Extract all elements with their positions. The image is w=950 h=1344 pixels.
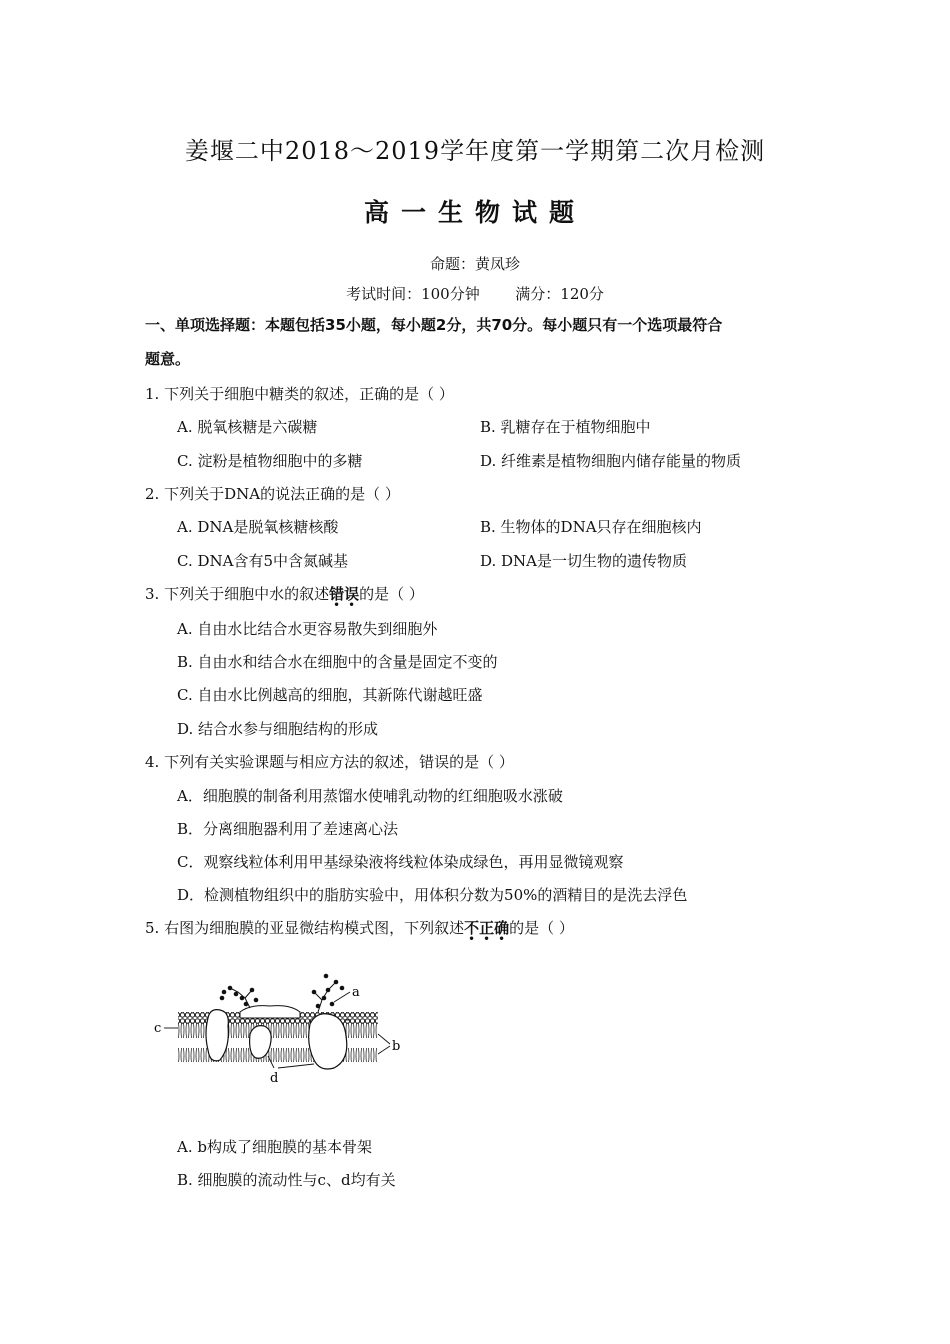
- section-heading: 一、单项选择题：本题包括35小题，每小题2分，共70分。每小题只有一个选项最符合: [145, 316, 723, 334]
- question-2-option-c: C. DNA含有5中含氮碱基: [177, 552, 349, 570]
- exam-subtitle: 高一生物试题: [363, 198, 586, 227]
- full-score: 满分：120分: [515, 285, 604, 303]
- emphasis-word: 误 •: [344, 585, 360, 611]
- exam-info: [0, 284, 950, 304]
- question-3-stem: 3. 下列关于细胞中水的叙述错 • 误 • 的是（ ）: [145, 585, 424, 611]
- question-3-option-c: C. 自由水比例越高的细胞，其新陈代谢越旺盛: [177, 686, 483, 704]
- question-2-option-b: B. 生物体的DNA只存在细胞核内: [480, 518, 702, 536]
- figure-label-d: d: [270, 1071, 279, 1086]
- question-4-option-b: B．分离细胞器利用了差速离心法: [177, 820, 399, 838]
- emphasis-word: 不 •: [464, 919, 480, 945]
- question-1-option-b: B. 乳糖存在于植物细胞中: [480, 418, 651, 436]
- question-1-stem: 1. 下列关于细胞中糖类的叙述，正确的是（ ）: [145, 385, 454, 403]
- question-3-option-b: B. 自由水和结合水在细胞中的含量是固定不变的: [177, 653, 498, 671]
- author-line: 命题：黄凤珍: [429, 255, 520, 273]
- exam-time: 考试时间：100分钟: [346, 285, 480, 303]
- figure-label-b: b: [392, 1039, 401, 1054]
- question-4-option-a: A．细胞膜的制备利用蒸馏水使哺乳动物的红细胞吸水涨破: [177, 787, 563, 805]
- question-2-stem: 2. 下列关于DNA的说法正确的是（ ）: [145, 485, 400, 503]
- emphasis-word: 正 •: [479, 919, 495, 945]
- question-4-option-d: D．检测植物组织中的脂肪实验中，用体积分数为50%的酒精目的是洗去浮色: [177, 886, 688, 904]
- question-4-stem: 4. 下列有关实验课题与相应方法的叙述，错误的是（ ）: [145, 753, 514, 771]
- question-1-option-c: C. 淀粉是植物细胞中的多糖: [177, 452, 363, 470]
- question-2-option-d: D. DNA是一切生物的遗传物质: [480, 552, 688, 570]
- figure-label-c: c: [154, 1021, 162, 1036]
- cell-membrane-diagram: [150, 968, 410, 1098]
- question-2-option-a: A. DNA是脱氧核糖核酸: [177, 518, 339, 536]
- exam-title: 姜堰二中2018～2019学年度第一学期第二次月检测: [184, 137, 766, 165]
- question-4-option-c: C．观察线粒体利用甲基绿染液将线粒体染成绿色，再用显微镜观察: [177, 853, 624, 871]
- question-1-option-d: D. 纤维素是植物细胞内储存能量的物质: [480, 452, 742, 470]
- question-3-option-a: A. 自由水比结合水更容易散失到细胞外: [177, 620, 438, 638]
- question-5-stem: 5. 右图为细胞膜的亚显微结构模式图，下列叙述不 • 正 • 确 • 的是（ ）: [145, 919, 574, 945]
- question-5-option-a: A. b构成了细胞膜的基本骨架: [177, 1138, 372, 1156]
- section-heading-cont: 题意。: [145, 350, 191, 368]
- question-5-option-b: B. 细胞膜的流动性与c、d均有关: [177, 1171, 396, 1189]
- emphasis-word: 错 •: [329, 585, 345, 611]
- question-3-option-d: D. 结合水参与细胞结构的形成: [177, 720, 379, 738]
- figure-label-a: a: [352, 985, 360, 1000]
- question-1-option-a: A. 脱氧核糖是六碳糖: [177, 418, 318, 436]
- emphasis-word: 确 •: [494, 919, 510, 945]
